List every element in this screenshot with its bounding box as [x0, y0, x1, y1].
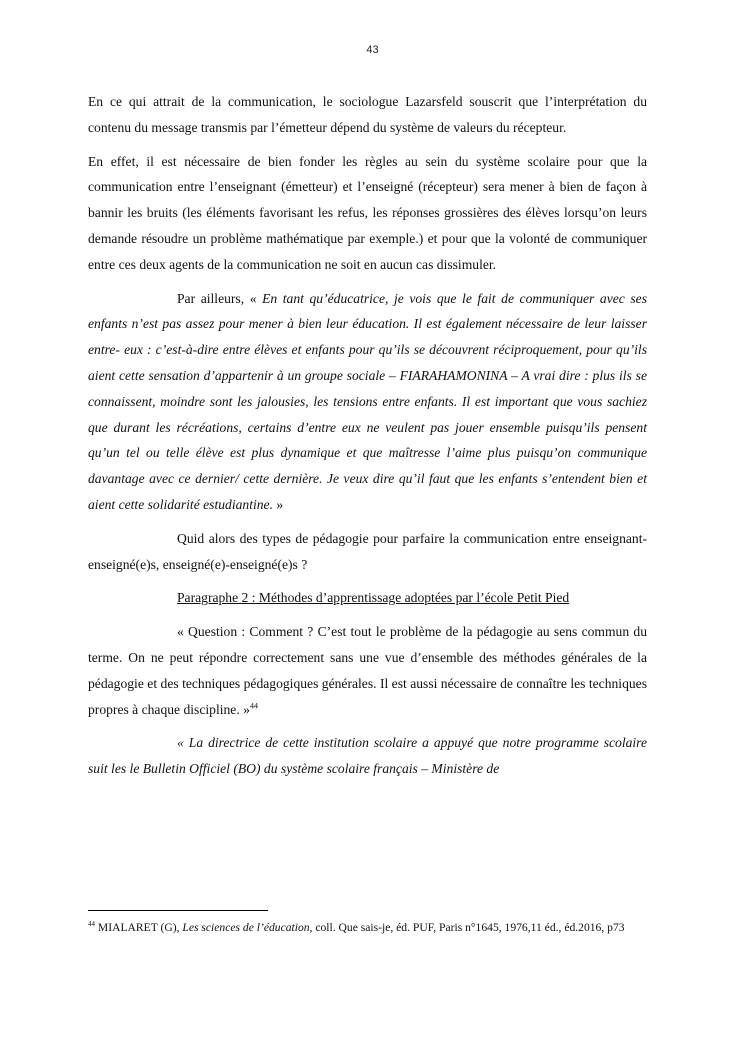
page-number: 43 — [366, 44, 379, 56]
paragraph-directrice-quote: « La directrice de cette institution scolaire a appuyé que notre programme scolaire suit les le Bulletin Officiel (BO) du système scolaire français – Ministère de — [88, 735, 647, 777]
quote-text: En tant qu’éducatrice, je vois que le fait de communiquer avec ses enfants n’est pas assez pour mener à bien leur éducation. Il est également nécessaire de leur laisser entre- eux : c’est-à-dire entre élèves et enfants pour qu’ils se découvrent réciproquement, pour qu’ils aient cette sensation d’appartenir à un groupe sociale – FIARAHAMONINA – A vrai dire : plus ils se connaissent, moindre sont les jalousies, les tensions entre enfants. Il est important que vous sachiez que durant les récréations, certains d’entre eux ne veulent pas jouer ensemble puisqu’ils pensent qu’un tel ou telle élève est plus dynamique et que maîtresse l’aime plus puisqu’on communique davantage avec ce dernier/ cette dernière. Je veux dire qu’il faut que les enfants s’entendent bien et aient cette solidarité estudiantine. — [88, 290, 647, 512]
footnote-separator — [88, 910, 268, 911]
paragraph-pedagogy-question: Quid alors des types de pédagogie pour parfaire la communication entre enseignant-enseigné(e)s, enseigné(e)-enseigné(e)s ? — [88, 530, 647, 572]
quote-close: » — [273, 496, 284, 512]
footnote-details: , coll. Que sais-je, éd. PUF, Paris n°1645, 1976,11 éd., éd.2016, p73 — [309, 921, 625, 934]
paragraph-mialaret-quote — [88, 619, 647, 722]
paragraph-school-rules: En effet, il est nécessaire de bien fonder les règles au sein du système scolaire pour que la communication entre l’enseignant (émetteur) et l’enseigné (récepteur) sera mener à bien de façon à bannir les bruits (les éléments favorisant les refus, les réponses grossières des élèves lorsqu’on leurs demande résoudre un problème mathématique par exemple.) et pour que la volonté de communiquer entre ces deux agents de la communication ne soit en aucun cas dissimuler. — [88, 153, 647, 272]
section-heading — [88, 585, 647, 611]
footnote-author: MIALARET (G), — [95, 921, 183, 934]
page-body — [88, 89, 647, 790]
footnote-number: 44 — [88, 920, 95, 929]
quote-lead: Par ailleurs, « — [177, 290, 263, 306]
paragraph-lazarsfeld: En ce qui attrait de la communication, le sociologue Lazarsfeld souscrit que l’interprétation du contenu du message transmis par l’émetteur dépend du système de valeurs du récepteur. — [88, 94, 647, 135]
section-heading-text: Paragraphe 2 : Méthodes d’apprentissage adoptées par l’école Petit Pied — [177, 590, 570, 606]
footnote-reference[interactable]: 44 — [249, 701, 258, 710]
paragraph-educator-quote — [88, 286, 647, 518]
footnote — [88, 919, 658, 937]
footnote-title: Les sciences de l’éducation — [182, 921, 310, 934]
mialaret-quote-text: « Question : Comment ? C’est tout le problème de la pédagogie au sens commun du terme. On ne peut répondre correctement sans une vue d’ensemble des méthodes générales de la pédagogie et des techniques pédagogiques générales. Il est aussi nécessaire de connaître les techniques propres à chaque discipline. » — [88, 624, 647, 717]
